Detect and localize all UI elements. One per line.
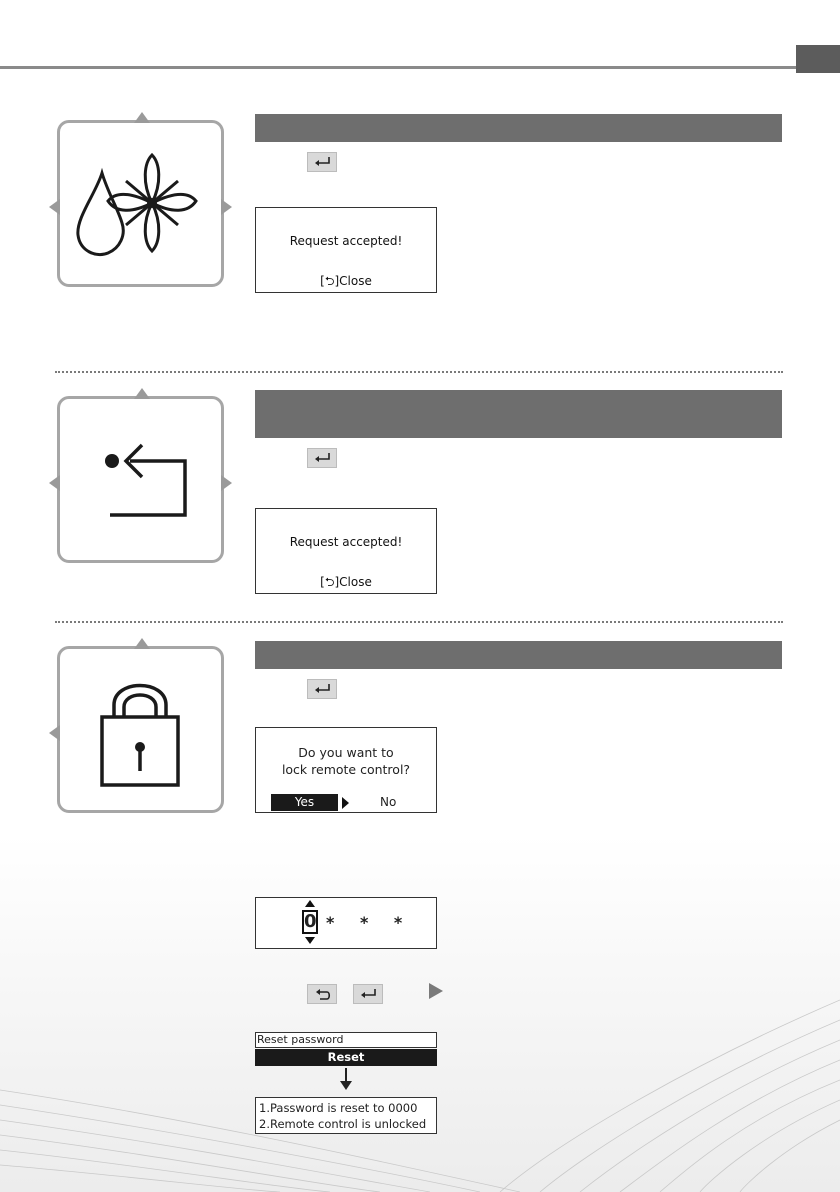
padlock-icon bbox=[60, 649, 221, 810]
back-icon: ⮌ bbox=[324, 575, 335, 589]
enter-key-chip bbox=[307, 152, 337, 172]
reset-password-title: Reset password bbox=[255, 1032, 437, 1048]
padlock-panel bbox=[57, 646, 224, 813]
enter-key-chip bbox=[353, 984, 383, 1004]
reset-button[interactable]: Reset bbox=[255, 1049, 437, 1066]
left-arrow-icon bbox=[49, 725, 60, 741]
request-accepted-screen bbox=[255, 207, 437, 293]
up-arrow-icon bbox=[134, 638, 150, 649]
decrement-arrow-icon bbox=[305, 937, 315, 944]
top-rule bbox=[0, 66, 825, 69]
request-accepted-screen bbox=[255, 508, 437, 594]
back-icon bbox=[314, 988, 332, 1001]
screen-message: Request accepted! bbox=[289, 234, 403, 248]
close-hint: [⮌]Close bbox=[320, 274, 372, 288]
fan-drop-panel bbox=[57, 120, 224, 287]
screen-message: Request accepted! bbox=[289, 535, 403, 549]
back-key-chip bbox=[307, 984, 337, 1004]
up-arrow-icon bbox=[134, 388, 150, 399]
enter-icon bbox=[314, 452, 332, 465]
enter-key-chip bbox=[307, 679, 337, 699]
fan-drop-icon bbox=[60, 123, 221, 284]
masked-digits: * * * bbox=[326, 913, 413, 932]
enter-key-chip bbox=[307, 448, 337, 468]
return-arrow-panel bbox=[57, 396, 224, 563]
right-arrow-icon bbox=[221, 475, 232, 491]
up-arrow-icon bbox=[134, 112, 150, 123]
yes-option[interactable]: Yes bbox=[271, 794, 338, 811]
return-arrow-icon bbox=[60, 399, 221, 560]
close-label: Close bbox=[339, 575, 372, 589]
lock-confirm-screen bbox=[255, 727, 437, 813]
close-hint: [⮌]Close bbox=[320, 575, 372, 589]
left-arrow-icon bbox=[49, 199, 60, 215]
confirm-line-2: lock remote control? bbox=[281, 762, 411, 777]
section-header-bar bbox=[255, 641, 782, 669]
password-digit[interactable]: 0 bbox=[304, 911, 317, 932]
right-arrow-icon bbox=[221, 199, 232, 215]
result-line-1: 1.Password is reset to 0000 bbox=[259, 1101, 418, 1115]
section-header-bar bbox=[255, 114, 782, 142]
section-divider bbox=[55, 621, 783, 623]
increment-arrow-icon bbox=[305, 900, 315, 907]
down-arrow-icon bbox=[340, 1081, 352, 1090]
enter-icon bbox=[360, 988, 378, 1001]
reset-result-box bbox=[255, 1097, 437, 1134]
right-button-icon bbox=[429, 983, 443, 999]
confirm-line-1: Do you want to bbox=[298, 745, 394, 760]
result-line-2: 2.Remote control is unlocked bbox=[259, 1117, 427, 1131]
enter-icon bbox=[314, 683, 332, 696]
page-corner-tab bbox=[796, 45, 840, 73]
left-arrow-icon bbox=[49, 475, 60, 491]
selector-arrow-icon bbox=[342, 797, 349, 809]
confirm-question bbox=[256, 744, 436, 778]
password-entry-screen bbox=[255, 897, 437, 949]
back-icon: ⮌ bbox=[324, 274, 335, 288]
flow-arrow bbox=[345, 1068, 347, 1082]
enter-icon bbox=[314, 156, 332, 169]
no-option[interactable]: No bbox=[380, 795, 397, 809]
section-header-bar bbox=[255, 390, 782, 438]
close-label: Close bbox=[339, 274, 372, 288]
section-divider bbox=[55, 371, 783, 373]
